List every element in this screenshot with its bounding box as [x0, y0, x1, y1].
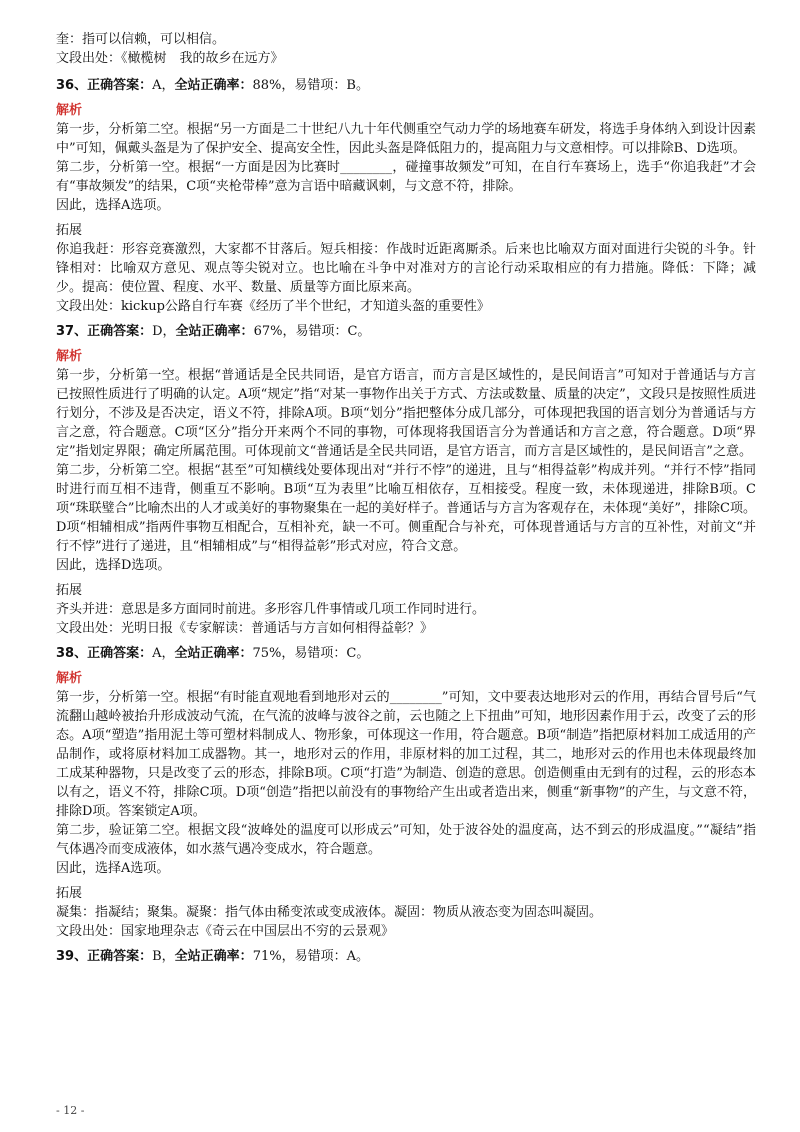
analysis-paragraph: 第二步，验证第二空。根据文段“波峰处的温度可以形成云”可知，处于波谷处的温度高，达不到云的形成温度。”“凝结”指气体遇冷而变成液体，如水蒸气遇冷变成水，符合题意。 [56, 823, 756, 857]
text-line: 奎：指可以信赖，可以相信。 [56, 32, 226, 47]
analysis-heading: 解析 [56, 671, 83, 686]
analysis-conclusion: 因此，选择D选项。 [56, 558, 171, 573]
source-line: 文段出处：kickup公路自行车赛《经历了半个世纪，才知道头盔的重要性》 [56, 299, 490, 314]
answer-line-37: 37、正确答案：D，全站正确率：67%，易错项：C。 [56, 324, 371, 339]
source-line: 文段出处：《橄榄树 我的故乡在远方》 [56, 51, 284, 66]
analysis-conclusion: 因此，选择A选项。 [56, 861, 170, 876]
analysis-paragraph: 第一步，分析第一空。根据“有时能直观地看到地形对云的________”可知，文中要表达地形对云的作用，再结合冒号后“气流翻山越岭被抬升形成波动气流，在气流的波峰与波谷之前，云也随之上下扭曲”可知，地形因素作用于云，改变了云的形态。A项“塑造”指用泥土等可塑材料制成人、物形象，可体现这一作用，符合题意。B项“制造”指把原材料加工成适用的产品制作，或将原材料加工成器物。其一，地形对云的作用，非原材料的加工过程，其二，地形对云的作用也未体现最终加工成某种器物，只是改变了云的形态，排除B项。C项“打造”为制造、创造的意思。创造侧重由无到有的过程，云的形态本以有之，语义不符，排除C项。D项“创造”指把以前没有的事物给产生出或者造出来，侧重“新事物”的产生，与文意不符，排除D项。答案锁定A项。 [56, 690, 756, 819]
answer-line-36: 36、正确答案：A，全站正确率：88%，易错项：B。 [56, 78, 369, 93]
source-line: 文段出处：国家地理杂志《奇云在中国层出不穷的云景观》 [56, 924, 395, 939]
expand-heading: 拓展 [56, 583, 83, 598]
expand-paragraph: 你追我赶：形容竞赛激烈，大家都不甘落后。短兵相接：作战时近距离厮杀。后来也比喻双方面对面进行尖锐的斗争。针锋相对：比喻双方意见、观点等尖锐对立。也比喻在斗争中对准对方的言论行动采取相应的有力措施。降低：下降；减少。提高：使位置、程度、水平、数量、质量等方面比原来高。 [56, 242, 756, 295]
analysis-heading: 解析 [56, 349, 83, 364]
analysis-paragraph: 第二步，分析第一空。根据“一方面是因为比赛时________，碰撞事故频发”可知，在自行车赛场上，选手“你追我赶”才会有“事故频发”的结果，C项“夹枪带棒”意为言语中暗藏讽刺，与文意不符，排除。 [56, 160, 756, 194]
page-number: - 12 - [56, 1104, 85, 1117]
source-line: 文段出处：光明日报《专家解读：普通话与方言如何相得益彰？》 [56, 621, 434, 636]
page-content [56, 30, 756, 966]
expand-heading: 拓展 [56, 886, 83, 901]
analysis-conclusion: 因此，选择A选项。 [56, 198, 170, 213]
analysis-paragraph: 第二步，分析第二空。根据“甚至”可知横线处要体现出对“并行不悖”的递进，且与“相得益彰”构成并列。“并行不悖”指同时进行而互相不违背，侧重互不影响。B项“互为表里”比喻互相依存，互相接受。程度一致，未体现递进，排除B项。C项“珠联璧合”比喻杰出的人才或美好的事物聚集在一起的美好样子。普通话与方言为客观存在，未体现“美好”，排除C项。D项“相辅相成”指两件事物互相配合，互相补充，缺一不可。侧重配合与补充，可体现普通话与方言的互补性，对前文“并行不悖”进行了递进，且“相辅相成”与“相得益彰”形式对应，符合文意。 [56, 463, 756, 554]
analysis-heading: 解析 [56, 103, 83, 118]
answer-line-38: 38、正确答案：A，全站正确率：75%，易错项：C。 [56, 646, 370, 661]
analysis-paragraph: 第一步，分析第二空。根据“另一方面是二十世纪八九十年代侧重空气动力学的场地赛车研发，将选手身体纳入到设计因素中”可知，佩戴头盔是为了保护安全、提高安全性，因此头盔是降低阻力的，提高阻力与文意相悖。可以排除B、D选项。 [56, 122, 756, 156]
expand-heading: 拓展 [56, 223, 83, 238]
answer-line-39: 39、正确答案：B，全站正确率：71%，易错项：A。 [56, 949, 369, 964]
expand-paragraph: 凝集：指凝结；聚集。凝聚：指气体由稀变浓或变成液体。凝固：物质从液态变为固态叫凝固。 [56, 905, 603, 920]
expand-paragraph: 齐头并进：意思是多方面同时前进。多形容几件事情或几项工作同时进行。 [56, 602, 486, 617]
analysis-paragraph: 第一步，分析第一空。根据“普通话是全民共同语，是官方语言，而方言是区域性的，是民间语言”可知对于普通话与方言已按照性质进行了明确的认定。A项“规定”指“对某一事物作出关于方式、方法或数量、质量的决定”，文段只是按照性质进行划分，不涉及是否决定，语义不符，排除A项。B项“划分”指把整体分成几部分，可体现把我国的语言划分为普通话与方言之意，符合题意。C项“区分”指分开来两个不同的事物，可体现将我国语言分为普通话和方言之意，符合题意。D项“界定”指划定界限；确定所属范围。可体现前文“普通话是全民共同语，是官方语言，而方言是区域性的，是民间语言”之意。 [56, 368, 756, 459]
